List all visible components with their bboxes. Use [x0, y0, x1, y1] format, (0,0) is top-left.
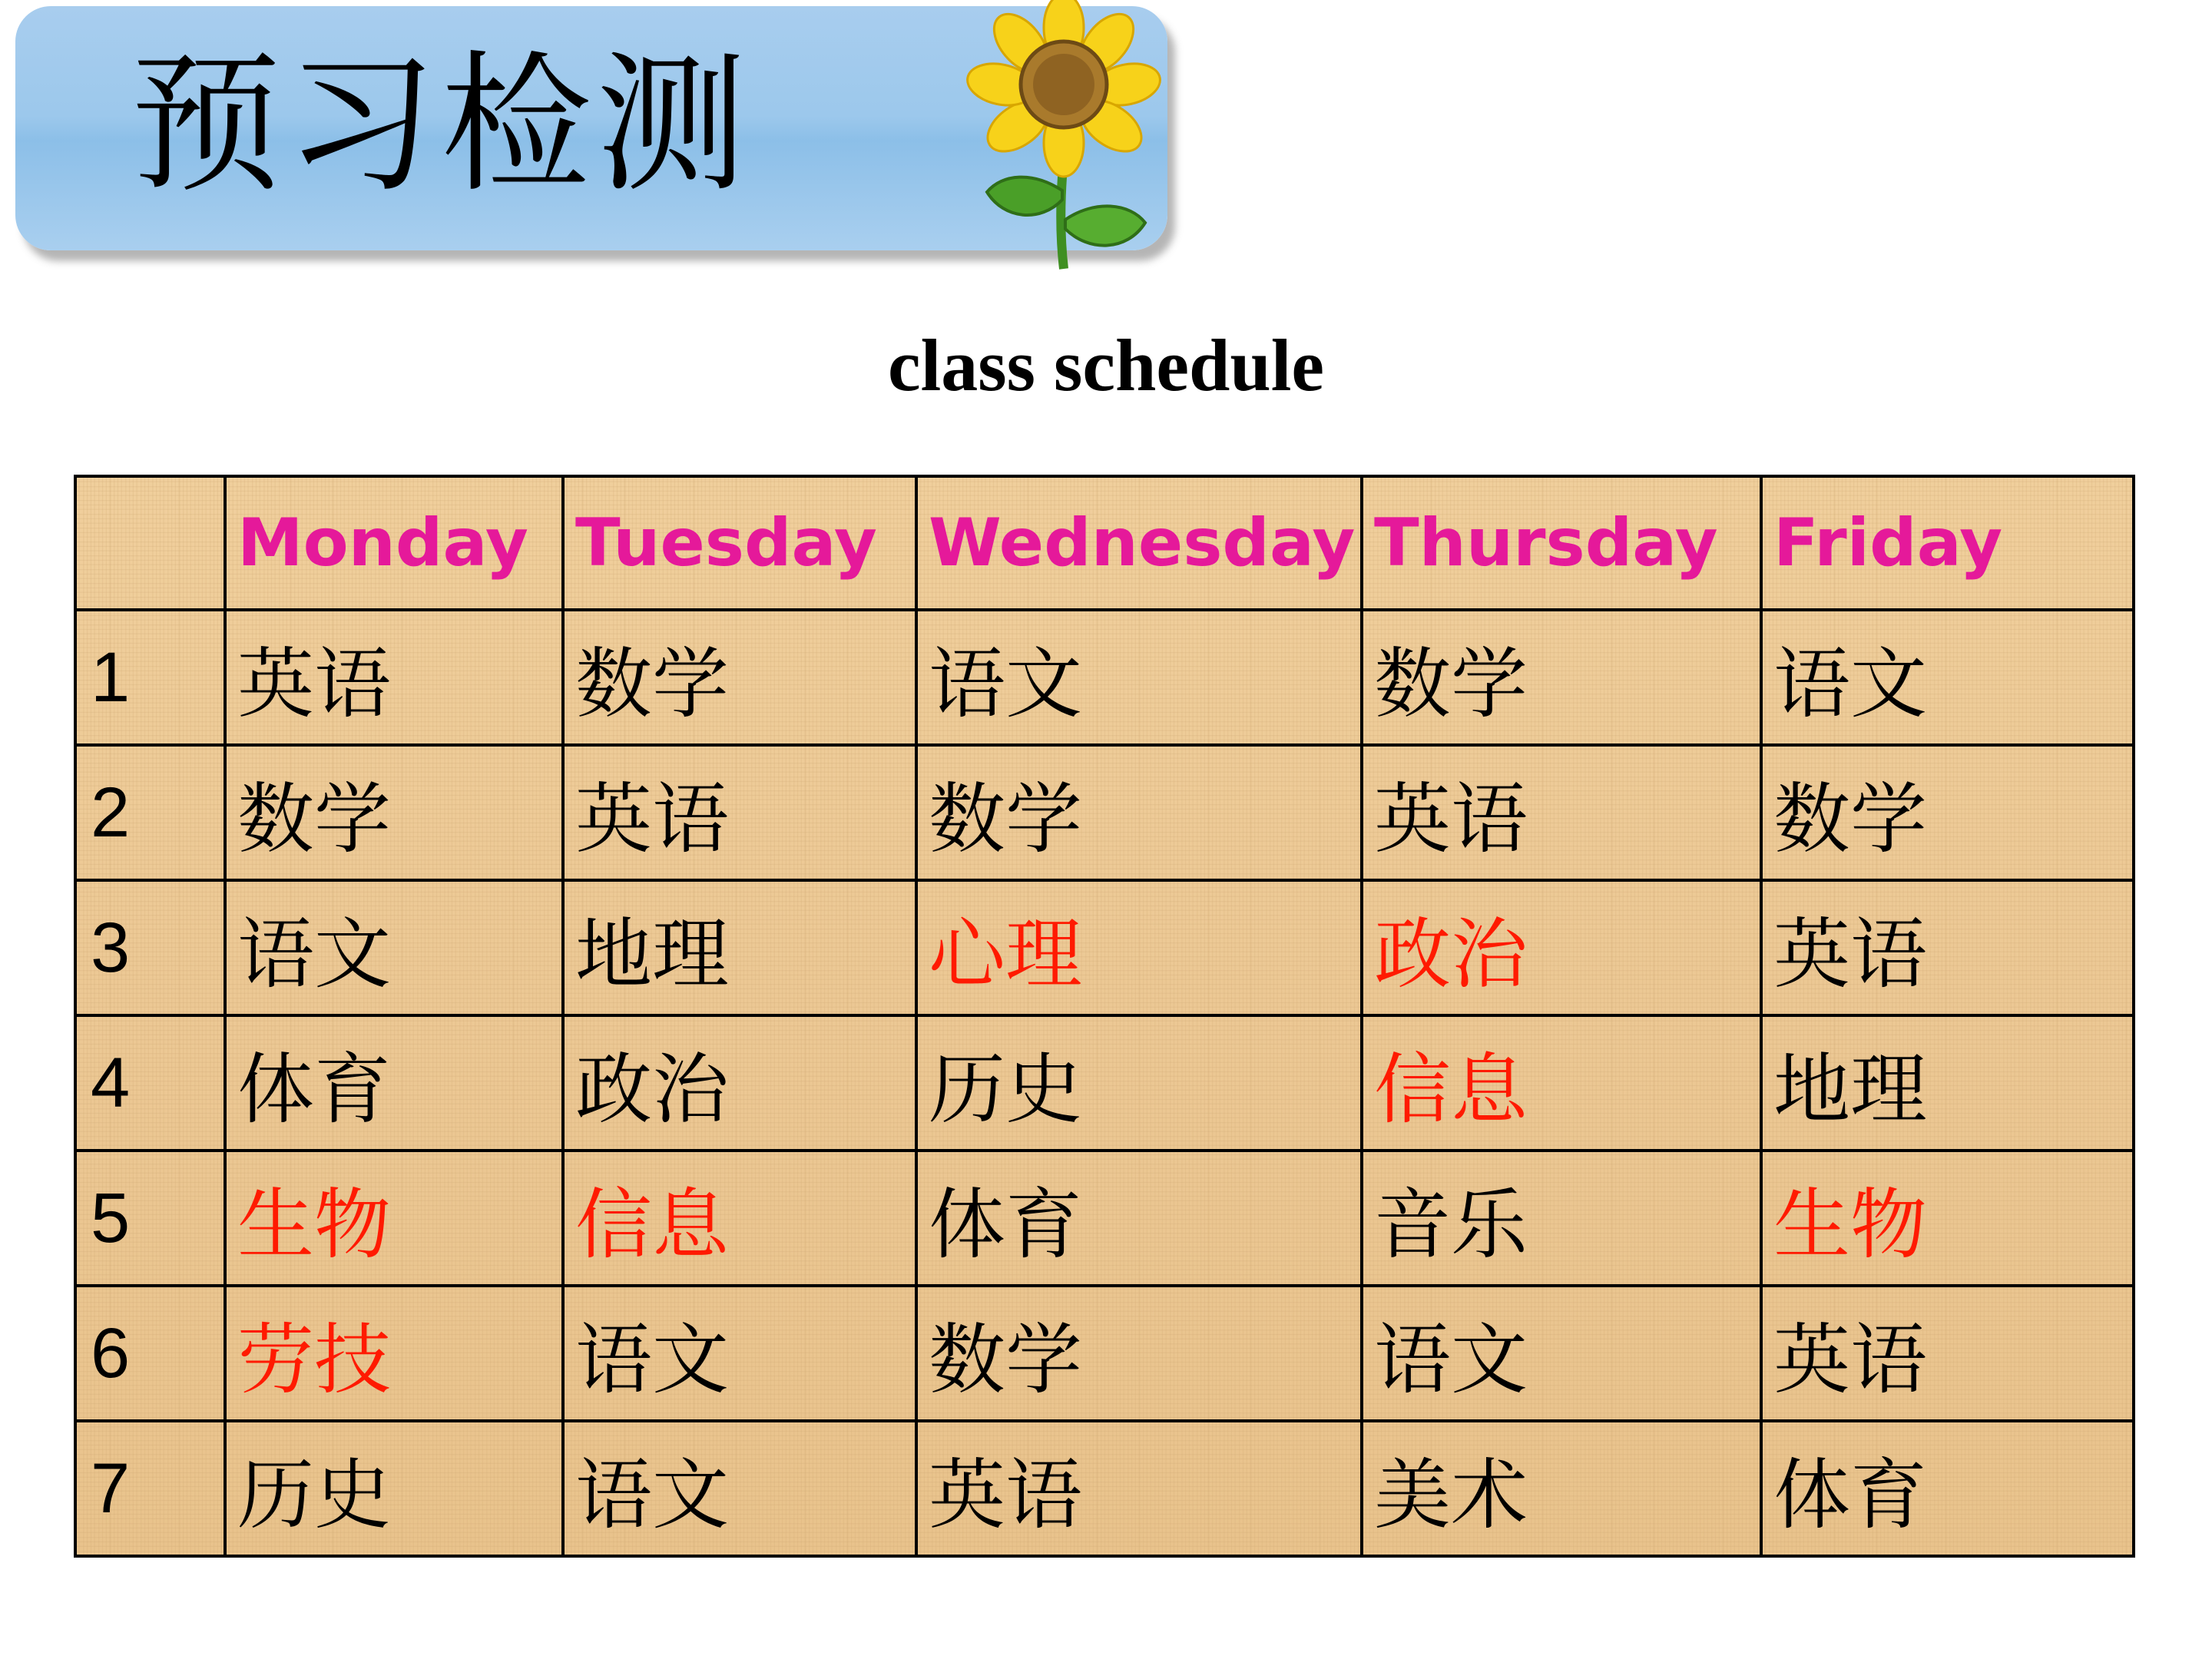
period-label: 1 — [75, 610, 225, 745]
cell-wednesday: 数学 — [916, 1286, 1362, 1421]
table-row — [75, 1286, 2134, 1421]
cell-thursday: 语文 — [1362, 1286, 1761, 1421]
table-corner-cell — [75, 476, 225, 610]
period-label: 2 — [75, 745, 225, 880]
cell-wednesday: 体育 — [916, 1151, 1362, 1286]
table-row — [75, 1151, 2134, 1286]
schedule-heading: class schedule — [887, 324, 1325, 406]
period-label: 7 — [75, 1421, 225, 1556]
cell-friday: 生物 — [1761, 1151, 2134, 1286]
cell-monday: 历史 — [225, 1421, 563, 1556]
period-label: 3 — [75, 880, 225, 1015]
page-title: 预习检测 — [131, 38, 752, 213]
cell-wednesday: 语文 — [916, 610, 1362, 745]
cell-friday: 数学 — [1761, 745, 2134, 880]
class-schedule-table — [74, 475, 2135, 1558]
cell-tuesday: 语文 — [563, 1286, 916, 1421]
period-label: 4 — [75, 1015, 225, 1151]
cell-tuesday: 信息 — [563, 1151, 916, 1286]
cell-friday: 地理 — [1761, 1015, 2134, 1151]
title-banner — [15, 6, 1190, 271]
cell-thursday: 政治 — [1362, 880, 1761, 1015]
cell-tuesday: 政治 — [563, 1015, 916, 1151]
cell-monday: 体育 — [225, 1015, 563, 1151]
table-row — [75, 610, 2134, 745]
table-row — [75, 1015, 2134, 1151]
cell-wednesday: 心理 — [916, 880, 1362, 1015]
table-row — [75, 1421, 2134, 1556]
cell-friday: 英语 — [1761, 1286, 2134, 1421]
cell-thursday: 英语 — [1362, 745, 1761, 880]
cell-friday: 语文 — [1761, 610, 2134, 745]
cell-monday: 数学 — [225, 745, 563, 880]
schedule-table-wrapper — [74, 475, 2132, 1558]
period-label: 5 — [75, 1151, 225, 1286]
column-header-friday: Friday — [1761, 476, 2134, 610]
cell-tuesday: 英语 — [563, 745, 916, 880]
cell-tuesday: 数学 — [563, 610, 916, 745]
column-header-thursday: Thursday — [1362, 476, 1761, 610]
column-header-monday: Monday — [225, 476, 563, 610]
cell-wednesday: 历史 — [916, 1015, 1362, 1151]
cell-thursday: 美术 — [1362, 1421, 1761, 1556]
cell-thursday: 信息 — [1362, 1015, 1761, 1151]
cell-tuesday: 语文 — [563, 1421, 916, 1556]
cell-monday: 劳技 — [225, 1286, 563, 1421]
cell-tuesday: 地理 — [563, 880, 916, 1015]
cell-monday: 生物 — [225, 1151, 563, 1286]
sunflower-icon — [949, 0, 1179, 275]
cell-wednesday: 数学 — [916, 745, 1362, 880]
cell-thursday: 数学 — [1362, 610, 1761, 745]
cell-thursday: 音乐 — [1362, 1151, 1761, 1286]
table-row — [75, 745, 2134, 880]
cell-wednesday: 英语 — [916, 1421, 1362, 1556]
cell-monday: 语文 — [225, 880, 563, 1015]
column-header-wednesday: Wednesday — [916, 476, 1362, 610]
table-header-row — [75, 476, 2134, 610]
table-row — [75, 880, 2134, 1015]
cell-monday: 英语 — [225, 610, 563, 745]
cell-friday: 英语 — [1761, 880, 2134, 1015]
cell-friday: 体育 — [1761, 1421, 2134, 1556]
column-header-tuesday: Tuesday — [563, 476, 916, 610]
period-label: 6 — [75, 1286, 225, 1421]
